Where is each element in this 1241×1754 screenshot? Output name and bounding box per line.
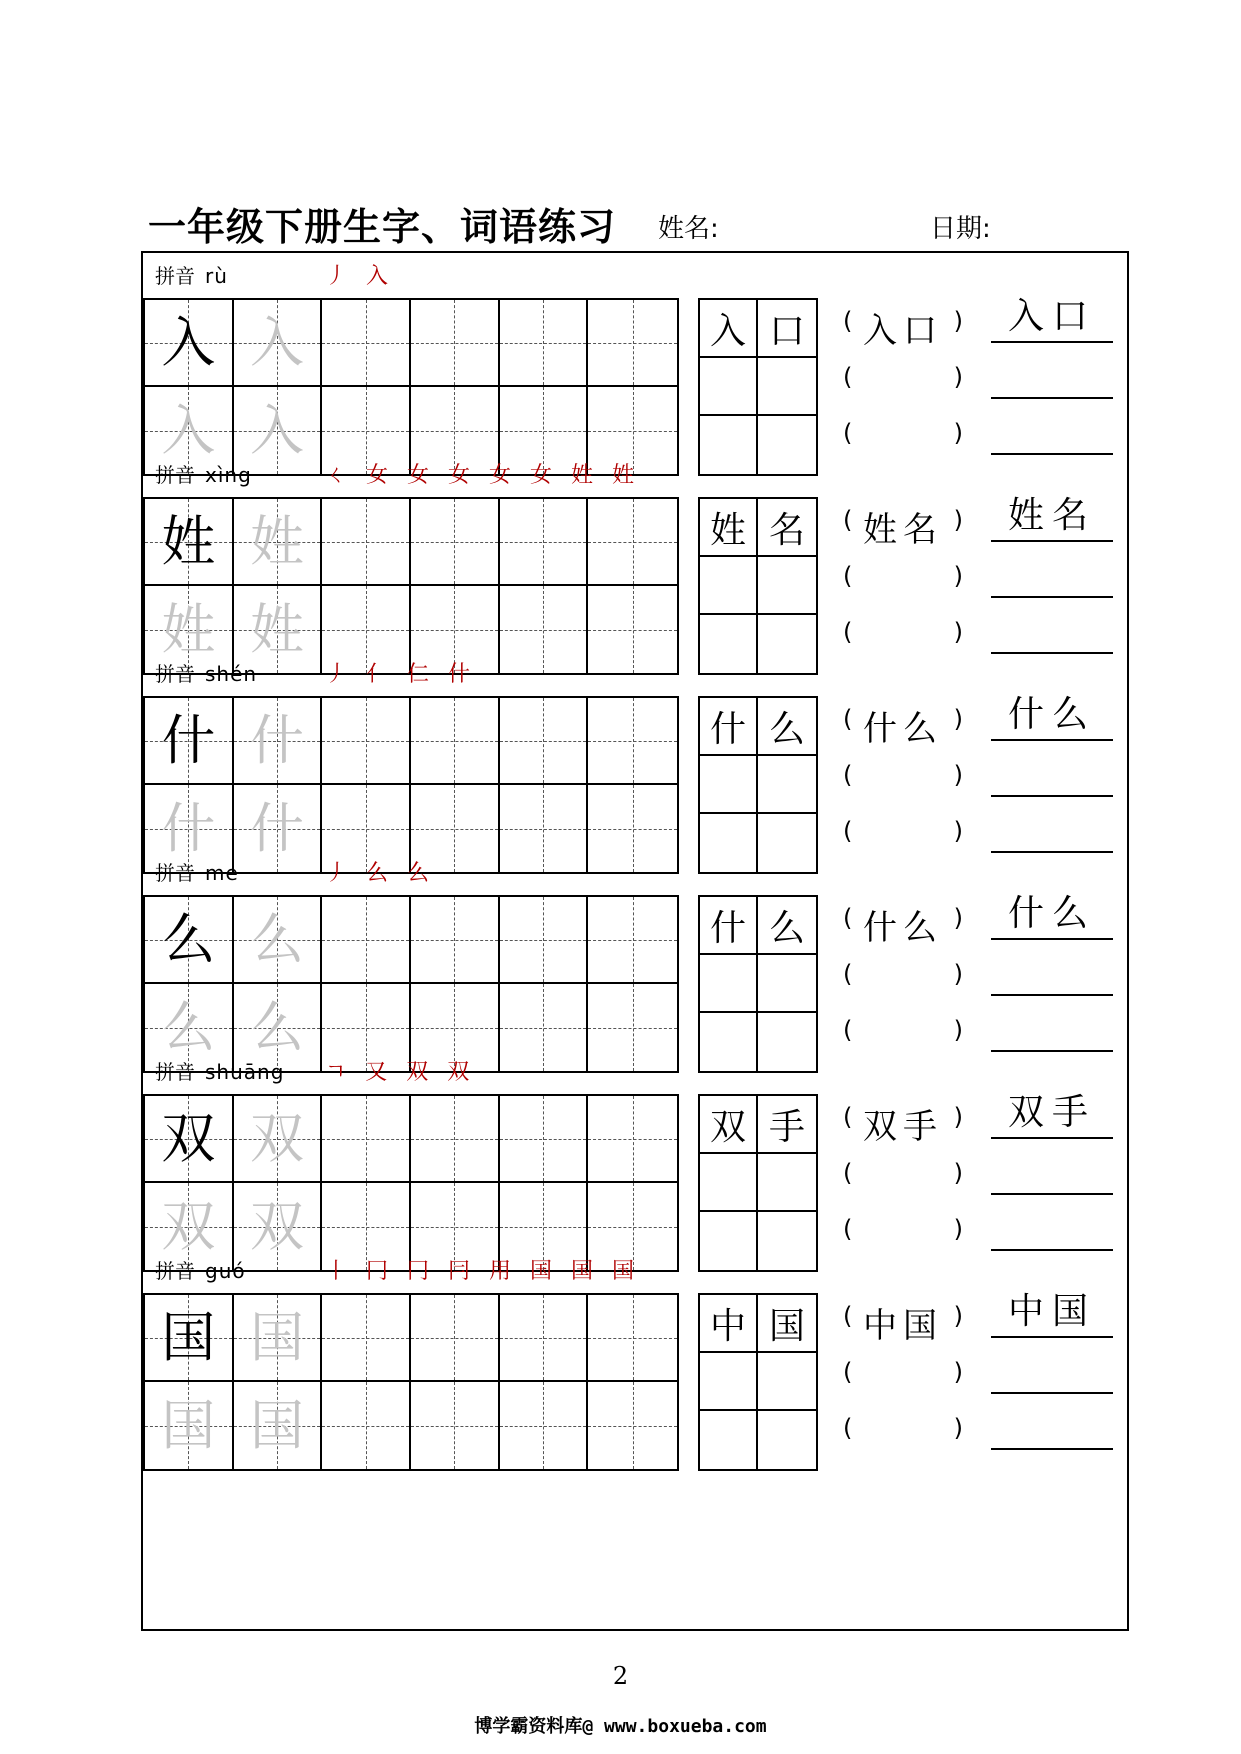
trace-char: 么 bbox=[161, 995, 216, 1059]
paren-word bbox=[843, 900, 963, 948]
pinyin-text: me bbox=[205, 861, 239, 885]
open-paren: ( bbox=[843, 506, 853, 534]
trace-char: 国 bbox=[249, 1393, 304, 1457]
close-paren: ) bbox=[953, 1215, 963, 1243]
blank-word-cell[interactable] bbox=[758, 1154, 816, 1212]
word-char-cell: 什 bbox=[700, 897, 758, 955]
blank-writing-cell[interactable] bbox=[500, 897, 589, 984]
trace-char-cell bbox=[234, 300, 323, 387]
trace-char-cell bbox=[234, 698, 323, 785]
pinyin-text: shén bbox=[205, 662, 258, 686]
blank-underline[interactable] bbox=[991, 614, 1113, 654]
blank-writing-cell[interactable] bbox=[322, 499, 411, 586]
word-char-cell: 手 bbox=[758, 1096, 816, 1154]
blank-underline[interactable] bbox=[991, 558, 1113, 598]
writing-grid bbox=[143, 1293, 679, 1471]
close-paren: ) bbox=[953, 960, 963, 988]
word-char-cell: 姓 bbox=[700, 499, 758, 557]
worksheet-frame bbox=[141, 251, 1129, 1631]
blank-word-cell[interactable] bbox=[758, 557, 816, 615]
underline-word bbox=[991, 1092, 1113, 1139]
word-char-cell: 中 bbox=[700, 1295, 758, 1353]
open-paren: ( bbox=[843, 419, 853, 447]
close-paren: ) bbox=[953, 1414, 963, 1442]
open-paren: ( bbox=[843, 307, 853, 335]
open-paren: ( bbox=[843, 1016, 853, 1044]
blank-underline[interactable] bbox=[991, 359, 1113, 399]
blank-writing-cell[interactable] bbox=[411, 300, 500, 387]
practice-section bbox=[143, 452, 1127, 675]
trace-char: 什 bbox=[249, 796, 304, 860]
pinyin-label: 拼音 bbox=[155, 264, 195, 288]
writing-grid bbox=[143, 895, 679, 1073]
pinyin-row bbox=[155, 1254, 640, 1284]
blank-paren[interactable] bbox=[843, 415, 963, 455]
word-box bbox=[698, 1293, 818, 1471]
trace-char-cell bbox=[234, 1382, 323, 1469]
underline-word bbox=[991, 893, 1113, 940]
blank-paren[interactable] bbox=[843, 813, 963, 853]
close-paren: ) bbox=[953, 419, 963, 447]
blank-word-cell[interactable] bbox=[758, 955, 816, 1013]
blank-writing-cell[interactable] bbox=[588, 1295, 677, 1382]
blank-paren[interactable] bbox=[843, 757, 963, 797]
blank-writing-cell[interactable] bbox=[411, 1096, 500, 1183]
blank-writing-cell[interactable] bbox=[588, 897, 677, 984]
paren-word bbox=[843, 502, 963, 550]
stroke-order: 丿 亻 仁 什 bbox=[325, 662, 476, 687]
blank-writing-cell[interactable] bbox=[588, 698, 677, 785]
close-paren: ) bbox=[953, 1103, 963, 1131]
open-paren: ( bbox=[843, 1215, 853, 1243]
blank-writing-cell[interactable] bbox=[322, 698, 411, 785]
practice-section bbox=[143, 1248, 1127, 1471]
blank-word-cell[interactable] bbox=[700, 358, 758, 416]
close-paren: ) bbox=[953, 1016, 963, 1044]
open-paren: ( bbox=[843, 1103, 853, 1131]
word-char-cell: 么 bbox=[758, 698, 816, 756]
model-char: 什 bbox=[161, 708, 216, 772]
blank-underline[interactable] bbox=[991, 415, 1113, 455]
paren-word-text: 姓名 bbox=[863, 510, 943, 550]
close-paren: ) bbox=[953, 506, 963, 534]
pinyin-label: 拼音 bbox=[155, 861, 195, 885]
stroke-order: 丿 么 么 bbox=[325, 861, 435, 886]
open-paren: ( bbox=[843, 1414, 853, 1442]
blank-underline[interactable] bbox=[991, 1155, 1113, 1195]
practice-section bbox=[143, 253, 1127, 476]
model-char: 入 bbox=[161, 310, 216, 374]
underline-word-text: 姓名 bbox=[1007, 495, 1096, 536]
practice-section bbox=[143, 651, 1127, 874]
underline-word bbox=[991, 694, 1113, 741]
blank-paren[interactable] bbox=[843, 1354, 963, 1394]
close-paren: ) bbox=[953, 1302, 963, 1330]
trace-char: 入 bbox=[161, 398, 216, 462]
underline-word bbox=[991, 1291, 1113, 1338]
pinyin-row bbox=[155, 259, 394, 289]
pinyin-row bbox=[155, 856, 435, 886]
blank-underline[interactable] bbox=[991, 1410, 1113, 1450]
pinyin-label: 拼音 bbox=[155, 662, 195, 686]
paren-word bbox=[843, 303, 963, 351]
paren-word-text: 双手 bbox=[863, 1107, 943, 1147]
close-paren: ) bbox=[953, 562, 963, 590]
trace-char: 入 bbox=[249, 398, 304, 462]
open-paren: ( bbox=[843, 1159, 853, 1187]
open-paren: ( bbox=[843, 1302, 853, 1330]
close-paren: ) bbox=[953, 618, 963, 646]
word-char-cell: 入 bbox=[700, 300, 758, 358]
close-paren: ) bbox=[953, 817, 963, 845]
model-char: 双 bbox=[161, 1106, 216, 1170]
word-box bbox=[698, 1094, 818, 1272]
blank-paren[interactable] bbox=[843, 359, 963, 399]
stroke-order: 丨 冂 冂 冃 用 国 国 国 bbox=[325, 1259, 640, 1284]
trace-char: 入 bbox=[249, 310, 304, 374]
word-char-cell: 口 bbox=[758, 300, 816, 358]
blank-paren[interactable] bbox=[843, 558, 963, 598]
trace-char-cell bbox=[234, 1295, 323, 1382]
blank-word-cell[interactable] bbox=[700, 955, 758, 1013]
word-char-cell: 名 bbox=[758, 499, 816, 557]
open-paren: ( bbox=[843, 904, 853, 932]
paren-word bbox=[843, 701, 963, 749]
footer-watermark: 博学霸资料库@ www.boxueba.com bbox=[474, 1716, 767, 1737]
blank-writing-cell[interactable] bbox=[411, 897, 500, 984]
pinyin-label: 拼音 bbox=[155, 1259, 195, 1283]
open-paren: ( bbox=[843, 960, 853, 988]
name-label: 姓名: bbox=[658, 214, 719, 244]
trace-char: 什 bbox=[161, 796, 216, 860]
open-paren: ( bbox=[843, 1358, 853, 1386]
trace-char: 双 bbox=[249, 1194, 304, 1258]
underline-word-text: 双手 bbox=[1007, 1092, 1096, 1133]
close-paren: ) bbox=[953, 904, 963, 932]
open-paren: ( bbox=[843, 363, 853, 391]
blank-writing-cell[interactable] bbox=[411, 698, 500, 785]
blank-writing-cell[interactable] bbox=[500, 499, 589, 586]
underline-word-text: 中国 bbox=[1007, 1291, 1096, 1332]
underline-word-text: 什么 bbox=[1007, 893, 1096, 934]
word-char-cell: 什 bbox=[700, 698, 758, 756]
underline-word bbox=[991, 296, 1113, 343]
close-paren: ) bbox=[953, 363, 963, 391]
paren-word-text: 什么 bbox=[863, 908, 943, 948]
paren-word-text: 中国 bbox=[863, 1306, 943, 1346]
worksheet-title: 一年级下册生字、词语练习 bbox=[148, 205, 617, 249]
writing-grid bbox=[143, 1094, 679, 1272]
blank-word-cell[interactable] bbox=[758, 1353, 816, 1411]
blank-writing-cell[interactable] bbox=[500, 1295, 589, 1382]
trace-char: 么 bbox=[249, 995, 304, 1059]
blank-writing-cell[interactable] bbox=[500, 698, 589, 785]
close-paren: ) bbox=[953, 1358, 963, 1386]
blank-writing-cell[interactable] bbox=[500, 1382, 589, 1469]
close-paren: ) bbox=[953, 705, 963, 733]
pinyin-text: shuāng bbox=[205, 1060, 285, 1084]
blank-paren[interactable] bbox=[843, 614, 963, 654]
pinyin-label: 拼音 bbox=[155, 1060, 195, 1084]
model-char-cell bbox=[145, 300, 234, 387]
model-char-cell bbox=[145, 1096, 234, 1183]
blank-word-cell[interactable] bbox=[700, 1411, 758, 1469]
trace-char-cell bbox=[234, 499, 323, 586]
word-char-cell: 双 bbox=[700, 1096, 758, 1154]
word-box bbox=[698, 895, 818, 1073]
word-box bbox=[698, 696, 818, 874]
open-paren: ( bbox=[843, 817, 853, 845]
open-paren: ( bbox=[843, 761, 853, 789]
open-paren: ( bbox=[843, 562, 853, 590]
underline-word-text: 入口 bbox=[1007, 296, 1096, 337]
pinyin-text: xìng bbox=[205, 463, 252, 487]
blank-writing-cell[interactable] bbox=[411, 1382, 500, 1469]
model-char: 么 bbox=[161, 907, 216, 971]
model-char-cell bbox=[145, 897, 234, 984]
underline-word bbox=[991, 495, 1113, 542]
blank-paren[interactable] bbox=[843, 1410, 963, 1450]
model-char-cell bbox=[145, 698, 234, 785]
blank-writing-cell[interactable] bbox=[500, 1096, 589, 1183]
pinyin-text: rù bbox=[205, 264, 228, 288]
blank-word-cell[interactable] bbox=[700, 1353, 758, 1411]
pinyin-row bbox=[155, 458, 640, 488]
pinyin-row bbox=[155, 1055, 475, 1085]
paren-word bbox=[843, 1099, 963, 1147]
trace-char: 姓 bbox=[249, 509, 304, 573]
blank-paren[interactable] bbox=[843, 1155, 963, 1195]
paren-word bbox=[843, 1298, 963, 1346]
trace-char: 国 bbox=[249, 1305, 304, 1369]
pinyin-text: guó bbox=[205, 1259, 246, 1283]
trace-char-cell bbox=[145, 1382, 234, 1469]
word-box bbox=[698, 298, 818, 476]
writing-grid bbox=[143, 298, 679, 476]
blank-underline[interactable] bbox=[991, 1354, 1113, 1394]
blank-writing-cell[interactable] bbox=[588, 1096, 677, 1183]
trace-char-cell bbox=[234, 897, 323, 984]
blank-underline[interactable] bbox=[991, 1211, 1113, 1251]
trace-char-cell bbox=[234, 1096, 323, 1183]
practice-section bbox=[143, 850, 1127, 1073]
trace-char: 姓 bbox=[249, 597, 304, 661]
word-char-cell: 么 bbox=[758, 897, 816, 955]
practice-section bbox=[143, 1049, 1127, 1272]
blank-word-cell[interactable] bbox=[758, 1411, 816, 1469]
blank-word-cell[interactable] bbox=[758, 756, 816, 814]
trace-char: 什 bbox=[249, 708, 304, 772]
writing-grid bbox=[143, 497, 679, 675]
trace-char: 国 bbox=[161, 1393, 216, 1457]
close-paren: ) bbox=[953, 1159, 963, 1187]
blank-underline[interactable] bbox=[991, 1012, 1113, 1052]
pinyin-label: 拼音 bbox=[155, 463, 195, 487]
blank-word-cell[interactable] bbox=[700, 557, 758, 615]
date-label: 日期: bbox=[930, 214, 991, 244]
worksheet-header bbox=[148, 196, 1108, 252]
trace-char: 双 bbox=[249, 1106, 304, 1170]
trace-char: 姓 bbox=[161, 597, 216, 661]
blank-word-cell[interactable] bbox=[700, 756, 758, 814]
open-paren: ( bbox=[843, 618, 853, 646]
page-number: 2 bbox=[612, 1662, 629, 1690]
model-char: 姓 bbox=[161, 509, 216, 573]
model-char-cell bbox=[145, 1295, 234, 1382]
blank-writing-cell[interactable] bbox=[588, 1382, 677, 1469]
trace-char: 双 bbox=[161, 1194, 216, 1258]
trace-char: 么 bbox=[249, 907, 304, 971]
blank-writing-cell[interactable] bbox=[322, 300, 411, 387]
blank-paren[interactable] bbox=[843, 1211, 963, 1251]
close-paren: ) bbox=[953, 761, 963, 789]
blank-writing-cell[interactable] bbox=[588, 300, 677, 387]
writing-grid bbox=[143, 696, 679, 874]
blank-writing-cell[interactable] bbox=[411, 499, 500, 586]
stroke-order: ㄱ 又 双 双 bbox=[325, 1060, 476, 1085]
pinyin-row bbox=[155, 657, 476, 687]
word-box bbox=[698, 497, 818, 675]
blank-writing-cell[interactable] bbox=[322, 1382, 411, 1469]
blank-writing-cell[interactable] bbox=[588, 499, 677, 586]
blank-writing-cell[interactable] bbox=[411, 1295, 500, 1382]
blank-underline[interactable] bbox=[991, 813, 1113, 853]
model-char-cell bbox=[145, 499, 234, 586]
blank-writing-cell[interactable] bbox=[322, 1295, 411, 1382]
blank-paren[interactable] bbox=[843, 1012, 963, 1052]
blank-writing-cell[interactable] bbox=[322, 1096, 411, 1183]
blank-paren[interactable] bbox=[843, 956, 963, 996]
blank-underline[interactable] bbox=[991, 956, 1113, 996]
blank-writing-cell[interactable] bbox=[322, 897, 411, 984]
model-char: 国 bbox=[161, 1305, 216, 1369]
paren-word-text: 入口 bbox=[863, 311, 943, 351]
open-paren: ( bbox=[843, 705, 853, 733]
stroke-order: 丿 入 bbox=[325, 264, 394, 289]
word-char-cell: 国 bbox=[758, 1295, 816, 1353]
underline-word-text: 什么 bbox=[1007, 694, 1096, 735]
blank-underline[interactable] bbox=[991, 757, 1113, 797]
paren-word-text: 什么 bbox=[863, 709, 943, 749]
close-paren: ) bbox=[953, 307, 963, 335]
blank-word-cell[interactable] bbox=[700, 1154, 758, 1212]
blank-writing-cell[interactable] bbox=[500, 300, 589, 387]
blank-word-cell[interactable] bbox=[758, 358, 816, 416]
stroke-order: ㄑ 女 女 女 女 女 姓 姓 bbox=[325, 463, 640, 488]
